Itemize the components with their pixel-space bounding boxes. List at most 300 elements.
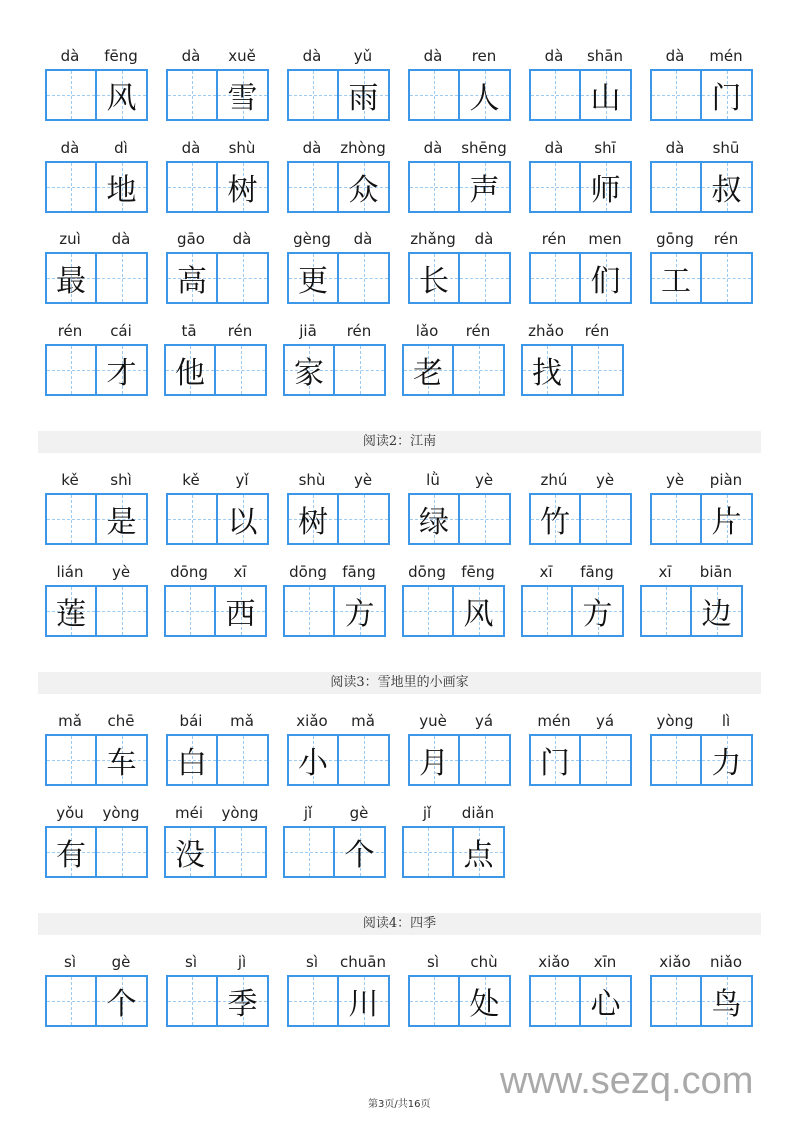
blank-writing-cell[interactable]: [335, 346, 384, 394]
character-cell: [404, 346, 454, 394]
hanzi-character: 找: [532, 356, 562, 391]
tianzige-grid: [402, 826, 505, 878]
hanzi-character: 没: [175, 838, 205, 873]
section-header: 阅读3：雪地里的小画家: [38, 672, 761, 694]
blank-writing-cell[interactable]: [652, 71, 702, 119]
blank-writing-cell[interactable]: [168, 71, 218, 119]
blank-writing-cell[interactable]: [339, 254, 388, 302]
hanzi-character: [47, 977, 95, 1025]
pinyin-label: rén: [713, 230, 739, 248]
hanzi-character: [652, 736, 700, 784]
hanzi-character: [702, 254, 751, 302]
pinyin-label: shì: [110, 471, 132, 489]
hanzi-character: 山: [590, 81, 621, 116]
hanzi-character: [285, 828, 333, 876]
pinyin-label: yè: [665, 471, 685, 489]
character-cell: [218, 495, 267, 543]
hanzi-character: [410, 71, 458, 119]
character-cell: [97, 736, 146, 784]
hanzi-character: [531, 254, 579, 302]
character-cell: [97, 346, 146, 394]
pinyin-label: piàn: [709, 471, 743, 489]
blank-writing-cell[interactable]: [460, 495, 509, 543]
blank-writing-cell[interactable]: [460, 254, 509, 302]
hanzi-character: [289, 71, 337, 119]
blank-writing-cell[interactable]: [531, 71, 581, 119]
character-cell: [168, 736, 218, 784]
pinyin-label: fēng: [104, 47, 138, 65]
hanzi-character: 门: [711, 81, 742, 116]
hanzi-character: [454, 346, 503, 394]
tianzige-grid: [45, 344, 148, 396]
tianzige-grid: [166, 975, 269, 1027]
pinyin-label: dōng: [170, 563, 208, 581]
word-card: [408, 46, 509, 122]
pinyin-label: yè: [595, 471, 615, 489]
blank-writing-cell[interactable]: [652, 163, 702, 211]
word-card: [166, 46, 267, 122]
hanzi-character: 声: [469, 173, 500, 208]
tianzige-grid: [408, 493, 511, 545]
hanzi-character: [168, 163, 216, 211]
character-cell: [97, 71, 146, 119]
pinyin-label: gōng: [656, 230, 694, 248]
tianzige-grid: [287, 734, 390, 786]
blank-writing-cell[interactable]: [47, 736, 97, 784]
tianzige-grid: [166, 69, 269, 121]
blank-writing-cell[interactable]: [573, 346, 622, 394]
blank-writing-cell[interactable]: [216, 346, 265, 394]
pinyin-label: sì: [64, 953, 76, 971]
pinyin-label: yǒu: [56, 804, 84, 822]
hanzi-character: [581, 736, 630, 784]
blank-writing-cell[interactable]: [285, 587, 335, 635]
pinyin-label: dà: [232, 230, 252, 248]
hanzi-character: [581, 495, 630, 543]
hanzi-character: 人: [469, 81, 500, 116]
character-cell: [692, 587, 741, 635]
hanzi-character: [460, 254, 509, 302]
word-card: [287, 229, 388, 305]
pinyin-label: yǔ: [353, 47, 373, 65]
character-cell: [702, 163, 751, 211]
character-cell: [531, 495, 581, 543]
tianzige-grid: [283, 826, 386, 878]
tianzige-grid: [283, 344, 386, 396]
blank-writing-cell[interactable]: [531, 977, 581, 1025]
hanzi-character: 月: [419, 746, 449, 781]
word-card: [45, 138, 146, 214]
character-cell: [216, 587, 265, 635]
pinyin-label: mén: [709, 47, 743, 65]
hanzi-character: 们: [590, 264, 621, 299]
word-card: [45, 470, 146, 546]
character-cell: [339, 163, 388, 211]
blank-writing-cell[interactable]: [702, 254, 751, 302]
blank-writing-cell[interactable]: [460, 736, 509, 784]
pinyin-label: dà: [423, 47, 443, 65]
character-cell: [454, 587, 503, 635]
tianzige-grid: [287, 161, 390, 213]
hanzi-character: [47, 736, 95, 784]
tianzige-grid: [164, 826, 267, 878]
tianzige-grid: [408, 161, 511, 213]
hanzi-character: 片: [711, 505, 742, 540]
word-card: [408, 952, 509, 1028]
word-card: [45, 711, 146, 787]
hanzi-character: 老: [413, 356, 443, 391]
word-card: [408, 470, 509, 546]
blank-writing-cell[interactable]: [168, 977, 218, 1025]
pinyin-label: diǎn: [461, 804, 495, 822]
pinyin-label: rén: [541, 230, 567, 248]
word-card: [408, 138, 509, 214]
pinyin-label: yuè: [419, 712, 447, 730]
pinyin-label: dà: [181, 47, 201, 65]
pinyin-label: shù: [298, 471, 326, 489]
pinyin-label: lì: [721, 712, 731, 730]
blank-writing-cell[interactable]: [216, 828, 265, 876]
pinyin-label: jiā: [299, 322, 317, 340]
pinyin-label: dà: [665, 139, 685, 157]
word-card: [650, 46, 751, 122]
character-cell: [410, 495, 460, 543]
word-card: [529, 470, 630, 546]
tianzige-grid: [283, 585, 386, 637]
blank-writing-cell[interactable]: [166, 587, 216, 635]
tianzige-grid: [529, 975, 632, 1027]
pinyin-label: dà: [60, 47, 80, 65]
pinyin-label: rén: [465, 322, 491, 340]
pinyin-label: yòng: [221, 804, 259, 822]
blank-writing-cell[interactable]: [531, 254, 581, 302]
pinyin-label: chuān: [340, 953, 386, 971]
tianzige-grid: [45, 826, 148, 878]
blank-writing-cell[interactable]: [581, 736, 630, 784]
word-card: [529, 711, 630, 787]
tianzige-grid: [287, 493, 390, 545]
tianzige-grid: [45, 161, 148, 213]
character-cell: [166, 828, 216, 876]
pinyin-label: xiǎo: [538, 953, 570, 971]
hanzi-character: 西: [225, 597, 256, 632]
tianzige-grid: [45, 975, 148, 1027]
hanzi-character: 他: [175, 356, 205, 391]
character-cell: [702, 977, 751, 1025]
tianzige-grid: [650, 69, 753, 121]
character-cell: [702, 736, 751, 784]
section-header: 阅读2：江南: [38, 431, 761, 453]
pinyin-label: rén: [584, 322, 610, 340]
blank-writing-cell[interactable]: [410, 71, 460, 119]
blank-writing-cell[interactable]: [454, 346, 503, 394]
tianzige-grid: [402, 585, 505, 637]
pinyin-label: kě: [61, 471, 79, 489]
character-cell: [97, 977, 146, 1025]
hanzi-character: 个: [344, 838, 375, 873]
tianzige-grid: [650, 734, 753, 786]
character-cell: [454, 828, 503, 876]
word-card: [45, 321, 146, 397]
word-card: [521, 562, 622, 638]
pinyin-label: lián: [56, 563, 84, 581]
tianzige-grid: [402, 344, 505, 396]
hanzi-character: 雨: [348, 81, 379, 116]
tianzige-grid: [164, 344, 267, 396]
blank-writing-cell[interactable]: [652, 736, 702, 784]
pinyin-label: biān: [699, 563, 733, 581]
character-cell: [289, 254, 339, 302]
hanzi-character: 点: [463, 838, 494, 873]
blank-writing-cell[interactable]: [289, 163, 339, 211]
hanzi-character: [97, 828, 146, 876]
tianzige-grid: [529, 252, 632, 304]
blank-writing-cell[interactable]: [97, 254, 146, 302]
blank-writing-cell[interactable]: [218, 736, 267, 784]
pinyin-label: shēng: [461, 139, 507, 157]
watermark: www.sezq.com: [500, 1060, 754, 1102]
blank-writing-cell[interactable]: [523, 587, 573, 635]
pinyin-label: xiǎo: [659, 953, 691, 971]
pinyin-label: yòng: [102, 804, 140, 822]
hanzi-character: [285, 587, 333, 635]
character-cell: [702, 71, 751, 119]
word-card: [283, 562, 384, 638]
word-card: [164, 562, 265, 638]
tianzige-grid: [408, 252, 511, 304]
tianzige-grid: [521, 344, 624, 396]
blank-writing-cell[interactable]: [404, 587, 454, 635]
word-card: [529, 138, 630, 214]
section-header: 阅读4：四季: [38, 913, 761, 935]
hanzi-character: 门: [540, 746, 570, 781]
blank-writing-cell[interactable]: [285, 828, 335, 876]
pinyin-label: yá: [595, 712, 615, 730]
hanzi-character: 众: [348, 173, 379, 208]
blank-writing-cell[interactable]: [652, 977, 702, 1025]
pinyin-label: xī: [233, 563, 247, 581]
blank-writing-cell[interactable]: [410, 163, 460, 211]
blank-writing-cell[interactable]: [404, 828, 454, 876]
blank-writing-cell[interactable]: [289, 71, 339, 119]
pinyin-label: rén: [346, 322, 372, 340]
hanzi-character: [216, 828, 265, 876]
hanzi-character: [339, 495, 388, 543]
pinyin-label: jì: [237, 953, 247, 971]
character-cell: [335, 587, 384, 635]
blank-writing-cell[interactable]: [47, 346, 97, 394]
hanzi-character: 树: [298, 505, 328, 540]
hanzi-character: [339, 254, 388, 302]
pinyin-label: chē: [107, 712, 135, 730]
hanzi-character: [168, 71, 216, 119]
pinyin-label: gè: [349, 804, 369, 822]
character-cell: [573, 587, 622, 635]
blank-writing-cell[interactable]: [168, 495, 218, 543]
pinyin-label: zhòng: [340, 139, 386, 157]
hanzi-character: 风: [463, 597, 494, 632]
pinyin-label: lǜ: [426, 471, 440, 489]
tianzige-grid: [166, 734, 269, 786]
hanzi-character: [460, 736, 509, 784]
tianzige-grid: [166, 161, 269, 213]
hanzi-character: 车: [106, 746, 137, 781]
hanzi-character: [218, 254, 267, 302]
character-cell: [218, 71, 267, 119]
tianzige-grid: [45, 252, 148, 304]
character-cell: [168, 254, 218, 302]
pinyin-label: sì: [306, 953, 318, 971]
pinyin-label: tā: [181, 322, 197, 340]
pinyin-label: lǎo: [415, 322, 439, 340]
hanzi-character: 最: [56, 264, 86, 299]
word-card: [529, 229, 630, 305]
blank-writing-cell[interactable]: [289, 977, 339, 1025]
hanzi-character: 更: [298, 264, 328, 299]
hanzi-character: 竹: [540, 505, 570, 540]
pinyin-label: zhǎng: [410, 230, 456, 248]
hanzi-character: 处: [469, 987, 500, 1022]
blank-writing-cell[interactable]: [47, 495, 97, 543]
word-card: [408, 229, 509, 305]
blank-writing-cell[interactable]: [168, 163, 218, 211]
pinyin-label: gèng: [293, 230, 331, 248]
pinyin-label: dì: [114, 139, 128, 157]
pinyin-label: zhǎo: [528, 322, 564, 340]
blank-writing-cell[interactable]: [339, 495, 388, 543]
tianzige-grid: [45, 493, 148, 545]
pinyin-label: yè: [353, 471, 373, 489]
blank-writing-cell[interactable]: [581, 495, 630, 543]
word-card: [402, 562, 503, 638]
blank-writing-cell[interactable]: [218, 254, 267, 302]
blank-writing-cell[interactable]: [97, 587, 146, 635]
hanzi-character: 小: [298, 746, 328, 781]
hanzi-character: [97, 587, 146, 635]
character-cell: [47, 587, 97, 635]
pinyin-label: dà: [111, 230, 131, 248]
character-cell: [581, 163, 630, 211]
tianzige-grid: [166, 252, 269, 304]
word-card: [521, 321, 622, 397]
pinyin-label: gāo: [177, 230, 205, 248]
pinyin-label: xī: [539, 563, 553, 581]
word-card: [164, 321, 265, 397]
pinyin-label: dà: [544, 47, 564, 65]
hanzi-character: [652, 163, 700, 211]
pinyin-label: zuì: [59, 230, 81, 248]
character-cell: [166, 346, 216, 394]
blank-writing-cell[interactable]: [47, 163, 97, 211]
pinyin-label: dà: [60, 139, 80, 157]
pinyin-label: jǐ: [422, 804, 432, 822]
character-cell: [47, 254, 97, 302]
blank-writing-cell[interactable]: [652, 495, 702, 543]
pinyin-label: bái: [179, 712, 203, 730]
character-cell: [460, 71, 509, 119]
pinyin-label: fēng: [461, 563, 495, 581]
blank-writing-cell[interactable]: [339, 736, 388, 784]
hanzi-character: 是: [106, 505, 137, 540]
tianzige-grid: [45, 585, 148, 637]
character-cell: [339, 977, 388, 1025]
hanzi-character: [289, 163, 337, 211]
word-card: [164, 803, 265, 879]
blank-writing-cell[interactable]: [642, 587, 692, 635]
hanzi-character: 地: [106, 173, 137, 208]
word-card: [45, 46, 146, 122]
blank-writing-cell[interactable]: [410, 977, 460, 1025]
pinyin-label: men: [588, 230, 622, 248]
hanzi-character: [168, 495, 216, 543]
pinyin-label: dà: [544, 139, 564, 157]
hanzi-character: [166, 587, 214, 635]
hanzi-character: 方: [344, 597, 375, 632]
word-card: [45, 229, 146, 305]
pinyin-label: xī: [658, 563, 672, 581]
hanzi-character: [652, 977, 700, 1025]
word-card: [45, 952, 146, 1028]
pinyin-label: sì: [427, 953, 439, 971]
blank-writing-cell[interactable]: [531, 163, 581, 211]
tianzige-grid: [529, 734, 632, 786]
tianzige-grid: [45, 69, 148, 121]
pinyin-label: mǎ: [351, 712, 375, 730]
hanzi-character: [652, 71, 700, 119]
hanzi-character: [404, 828, 452, 876]
blank-writing-cell[interactable]: [97, 828, 146, 876]
hanzi-character: [642, 587, 690, 635]
pinyin-label: ren: [471, 47, 497, 65]
hanzi-character: [47, 495, 95, 543]
pinyin-label: sì: [185, 953, 197, 971]
word-card: [287, 470, 388, 546]
hanzi-character: [97, 254, 146, 302]
word-card: [287, 952, 388, 1028]
pinyin-label: dà: [474, 230, 494, 248]
pinyin-label: dōng: [408, 563, 446, 581]
tianzige-grid: [164, 585, 267, 637]
blank-writing-cell[interactable]: [47, 977, 97, 1025]
character-cell: [581, 254, 630, 302]
character-cell: [460, 977, 509, 1025]
tianzige-grid: [529, 161, 632, 213]
hanzi-character: [47, 346, 95, 394]
hanzi-character: [652, 495, 700, 543]
word-card: [287, 138, 388, 214]
character-cell: [581, 977, 630, 1025]
character-cell: [47, 828, 97, 876]
character-cell: [410, 736, 460, 784]
pinyin-label: shī: [594, 139, 616, 157]
hanzi-character: 以: [227, 505, 258, 540]
word-card: [287, 46, 388, 122]
hanzi-character: [289, 977, 337, 1025]
hanzi-character: 高: [177, 264, 207, 299]
blank-writing-cell[interactable]: [47, 71, 97, 119]
word-card: [650, 470, 751, 546]
character-cell: [97, 163, 146, 211]
tianzige-grid: [287, 252, 390, 304]
character-cell: [285, 346, 335, 394]
pinyin-label: dà: [423, 139, 443, 157]
character-cell: [460, 163, 509, 211]
page-number: 第3页/共16页: [368, 1099, 431, 1110]
word-card: [45, 803, 146, 879]
word-card: [529, 46, 630, 122]
hanzi-character: 才: [106, 356, 137, 391]
word-card: [166, 952, 267, 1028]
